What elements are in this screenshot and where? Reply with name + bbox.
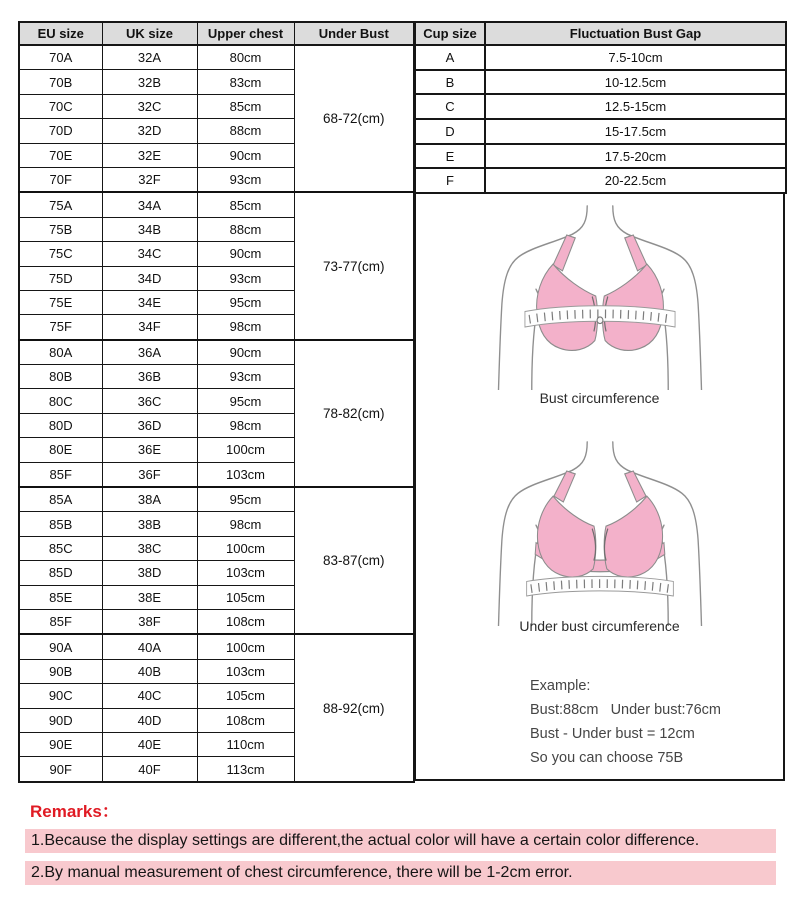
size-cell: 110cm — [197, 732, 294, 756]
size-cell: 90A — [19, 634, 102, 659]
size-row — [19, 192, 414, 217]
size-cell: 40E — [102, 732, 197, 756]
size-cell: 80cm — [197, 45, 294, 70]
cup-row — [415, 168, 786, 193]
remarks-title: Remarks： — [30, 802, 119, 821]
size-cell: 98cm — [197, 413, 294, 437]
size-cell: 38D — [102, 561, 197, 585]
column-header: EU size — [19, 22, 102, 45]
size-cell: 32C — [102, 94, 197, 118]
size-cell: 75B — [19, 217, 102, 241]
size-cell: 36E — [102, 438, 197, 462]
size-cell: 40F — [102, 757, 197, 782]
size-cell: 88cm — [197, 217, 294, 241]
size-cell: 70B — [19, 70, 102, 94]
size-cell: 32B — [102, 70, 197, 94]
under-bust-range: 88-92(cm) — [294, 634, 414, 781]
size-cell: 36A — [102, 340, 197, 365]
column-header: Under Bust — [294, 22, 414, 45]
size-cell: 85cm — [197, 192, 294, 217]
size-cell: 85E — [19, 585, 102, 609]
size-cell: 85B — [19, 512, 102, 536]
size-cell: 90F — [19, 757, 102, 782]
cup-table-header-row — [415, 22, 786, 45]
cup-cell: 15-17.5cm — [485, 119, 786, 144]
size-cell: 103cm — [197, 561, 294, 585]
cup-cell: 7.5-10cm — [485, 45, 786, 70]
size-cell: 34F — [102, 315, 197, 340]
size-row — [19, 487, 414, 512]
size-row — [19, 340, 414, 365]
size-cell: 85F — [19, 462, 102, 487]
size-cell: 32F — [102, 167, 197, 192]
size-cell: 85C — [19, 536, 102, 560]
size-cell: 85D — [19, 561, 102, 585]
size-cell: 75F — [19, 315, 102, 340]
size-cell: 90cm — [197, 242, 294, 266]
size-cell: 90B — [19, 659, 102, 683]
size-cell: 100cm — [197, 536, 294, 560]
size-cell: 103cm — [197, 462, 294, 487]
size-cell: 70E — [19, 143, 102, 167]
size-cell: 75C — [19, 242, 102, 266]
size-cell: 36F — [102, 462, 197, 487]
bust-circumference-label: Bust circumference — [539, 390, 660, 407]
cup-row — [415, 70, 786, 95]
size-cell: 85A — [19, 487, 102, 512]
remark-item: 1.Because the display settings are different,the actual color will have a certain color difference. — [25, 829, 776, 853]
size-cell: 90D — [19, 708, 102, 732]
column-header: Cup size — [415, 22, 485, 45]
cup-row — [415, 94, 786, 119]
right-column — [414, 21, 785, 781]
size-cell: 40C — [102, 684, 197, 708]
under-bust-range: 73-77(cm) — [294, 192, 414, 339]
size-cell: 38B — [102, 512, 197, 536]
size-cell: 95cm — [197, 389, 294, 413]
cup-size-table — [414, 21, 787, 194]
remark-item: 2.By manual measurement of chest circumference, there will be 1-2cm error. — [25, 861, 776, 885]
size-cell: 105cm — [197, 585, 294, 609]
size-cell: 90E — [19, 732, 102, 756]
size-cell: 34A — [102, 192, 197, 217]
example-line: So you can choose 75B — [530, 750, 684, 767]
size-cell: 105cm — [197, 684, 294, 708]
cup-cell: 12.5-15cm — [485, 94, 786, 119]
cup-row — [415, 45, 786, 70]
size-cell: 75E — [19, 290, 102, 314]
size-table — [18, 21, 415, 783]
size-cell: 32D — [102, 119, 197, 143]
size-cell: 80E — [19, 438, 102, 462]
size-cell: 93cm — [197, 266, 294, 290]
size-cell: 34E — [102, 290, 197, 314]
size-cell: 34B — [102, 217, 197, 241]
size-cell: 80B — [19, 365, 102, 389]
size-cell: 80D — [19, 413, 102, 437]
cup-cell: A — [415, 45, 485, 70]
column-header: Fluctuation Bust Gap — [485, 22, 786, 45]
size-cell: 34C — [102, 242, 197, 266]
size-cell: 40A — [102, 634, 197, 659]
size-cell: 36B — [102, 365, 197, 389]
size-cell: 38C — [102, 536, 197, 560]
column-header: Upper chest — [197, 22, 294, 45]
under-bust-range: 83-87(cm) — [294, 487, 414, 634]
size-cell: 70F — [19, 167, 102, 192]
bust-measurement-figure-icon — [484, 204, 716, 390]
size-cell: 75A — [19, 192, 102, 217]
size-cell: 38E — [102, 585, 197, 609]
cup-cell: 10-12.5cm — [485, 70, 786, 95]
size-cell: 90C — [19, 684, 102, 708]
size-cell: 95cm — [197, 487, 294, 512]
size-cell: 85F — [19, 609, 102, 634]
example-block — [530, 674, 721, 770]
size-cell: 36D — [102, 413, 197, 437]
size-cell: 88cm — [197, 119, 294, 143]
size-cell: 70D — [19, 119, 102, 143]
size-cell: 103cm — [197, 659, 294, 683]
cup-cell: D — [415, 119, 485, 144]
underbust-measurement-figure-icon — [484, 440, 716, 626]
size-cell: 32A — [102, 45, 197, 70]
size-cell: 80A — [19, 340, 102, 365]
size-cell: 93cm — [197, 167, 294, 192]
size-cell: 100cm — [197, 438, 294, 462]
size-table-header-row — [19, 22, 414, 45]
size-cell: 98cm — [197, 315, 294, 340]
cup-cell: E — [415, 144, 485, 169]
size-cell: 70C — [19, 94, 102, 118]
size-cell: 83cm — [197, 70, 294, 94]
size-cell: 80C — [19, 389, 102, 413]
size-cell: 36C — [102, 389, 197, 413]
cup-cell: 17.5-20cm — [485, 144, 786, 169]
size-cell: 70A — [19, 45, 102, 70]
size-row — [19, 45, 414, 70]
size-cell: 38F — [102, 609, 197, 634]
measurement-panel — [414, 194, 785, 781]
size-cell: 108cm — [197, 708, 294, 732]
size-cell: 93cm — [197, 365, 294, 389]
size-cell: 95cm — [197, 290, 294, 314]
example-line: Example: — [530, 678, 591, 695]
under-bust-range: 78-82(cm) — [294, 340, 414, 487]
size-cell: 40B — [102, 659, 197, 683]
cup-cell: C — [415, 94, 485, 119]
size-cell: 38A — [102, 487, 197, 512]
size-cell: 100cm — [197, 634, 294, 659]
size-cell: 85cm — [197, 94, 294, 118]
example-line: Bust:88cm Under bust:76cm — [530, 702, 721, 719]
size-cell: 90cm — [197, 143, 294, 167]
size-cell: 34D — [102, 266, 197, 290]
size-cell: 90cm — [197, 340, 294, 365]
cup-row — [415, 119, 786, 144]
cup-cell: F — [415, 168, 485, 193]
size-cell: 32E — [102, 143, 197, 167]
example-line: Bust - Under bust = 12cm — [530, 726, 695, 743]
size-cell: 75D — [19, 266, 102, 290]
cup-row — [415, 144, 786, 169]
under-bust-range: 68-72(cm) — [294, 45, 414, 192]
column-header: UK size — [102, 22, 197, 45]
underbust-circumference-label: Under bust circumference — [519, 618, 680, 635]
size-cell: 98cm — [197, 512, 294, 536]
cup-cell: 20-22.5cm — [485, 168, 786, 193]
size-cell: 108cm — [197, 609, 294, 634]
size-cell: 113cm — [197, 757, 294, 782]
size-row — [19, 634, 414, 659]
cup-cell: B — [415, 70, 485, 95]
size-cell: 40D — [102, 708, 197, 732]
